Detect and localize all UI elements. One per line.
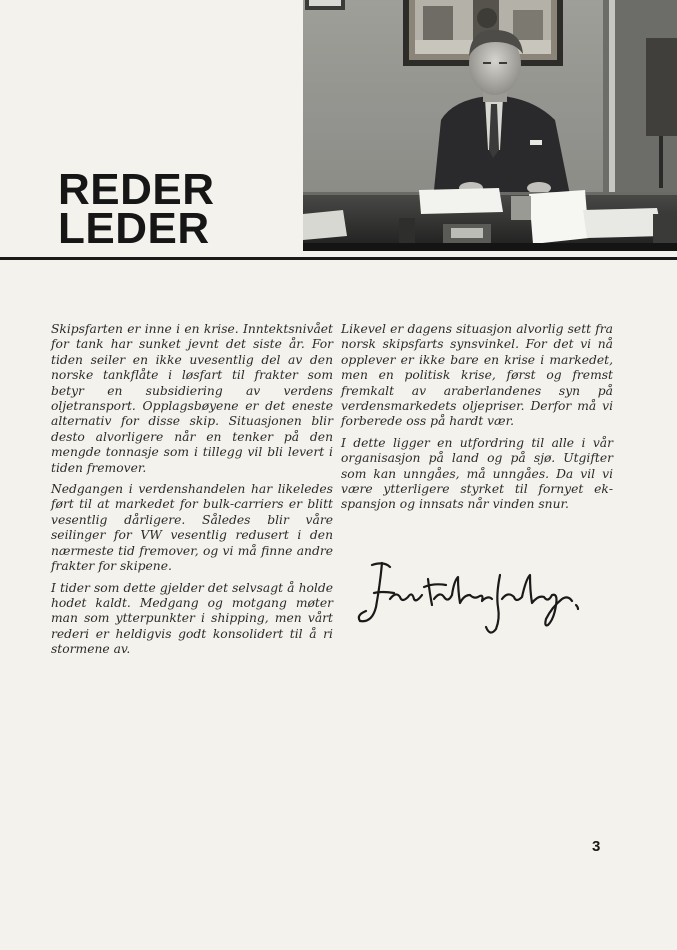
title-line-1: REDER [58, 165, 215, 214]
article-column-right [341, 322, 613, 519]
title-line-2: LEDER [58, 204, 210, 253]
signature [350, 555, 600, 645]
page-title [58, 165, 215, 253]
paragraph: I tider som dette gjelder det selvsagt å holde hodet kaldt. Medgang og motgang møter man som ytterpunkter i shipping, men vårt rederi er heldigvis godt konsolidert til å ri stormene av. [51, 580, 333, 657]
article-column-left [51, 322, 333, 664]
paragraph: Nedgangen i verdenshandelen har likeledes ført til at markedet for bulk-carriers er blitt vesentlig dårligere. Således blir våre seilinger for VW vesentlig redusert i den nærmeste tid fremover, og vi må finne andre frakter for skipene. [51, 482, 333, 574]
page-number: 3 [592, 838, 601, 855]
office-portrait-photo-icon [303, 0, 677, 251]
paragraph: Skipsfarten er inne i en krise. Inntektsnivået for tank har sunket jevnt det siste år. For tiden seiler en ikke uvesentlig del av den norske tankflåte i løsfart til frakter som betyr en subsidiering av verdens oljetransport. Opplagsbøyene er det eneste alternativ for disse skip. Situasjonen blir desto alvorligere når en tenker på den mengde tonnasje som i tillegg vil bli levert i tiden fremover. [51, 322, 333, 475]
header-rule [0, 257, 677, 260]
handwritten-signature-icon [350, 555, 600, 645]
portrait-photo [303, 0, 677, 251]
paragraph: I dette ligger en utfordring til alle i vår organisasjon på land og på sjø. Utgifter som kan unngåes, må unngåes. Da vil vi være ytterligere styrket til fornyet ekspansjon og innsats når vinden snur. [341, 435, 613, 512]
paragraph: Likevel er dagens situasjon alvorlig sett fra norsk skipsfarts synsvinkel. For det vi nå opplever er ikke bare en krise i markedet, men en politisk krise, først og fremst fremkalt av araberlandenes syn på verdensmarkedets oljepriser. Derfor må vi forberede oss på hardt vær. [341, 322, 613, 429]
